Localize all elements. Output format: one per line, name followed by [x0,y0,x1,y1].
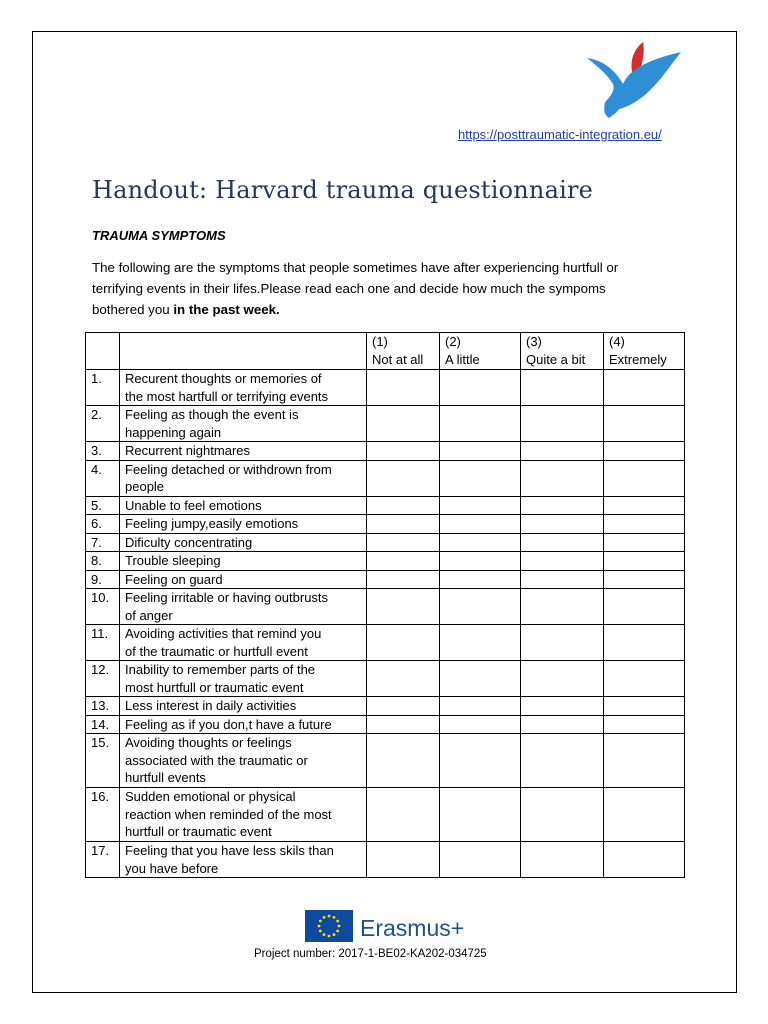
intro-line-text: bothered you [92,302,174,317]
table-row [86,515,685,534]
answer-cell-extremely[interactable] [604,533,685,552]
table-row [86,715,685,734]
answer-cell-extremely[interactable] [604,842,685,878]
answer-cell-extremely[interactable] [604,715,685,734]
symptom-text [120,406,367,442]
symptom-line: associated with the traumatic or [125,752,308,768]
symptom-text [120,533,367,552]
table-row [86,661,685,697]
answer-cell-extremely[interactable] [604,734,685,788]
row-number: 7. [86,533,120,552]
dove-logo-icon [585,40,685,120]
symptom-line: Feeling as if you don,t have a future [125,716,332,732]
row-number: 5. [86,496,120,515]
answer-cell-extremely[interactable] [604,460,685,496]
table-row [86,788,685,842]
symptom-line: Less interest in daily activities [125,698,297,713]
answer-cell-quite-a-bit[interactable] [521,570,604,589]
symptom-text [120,496,367,515]
answer-cell-quite-a-bit[interactable] [521,788,604,842]
row-number: 13. [86,697,120,716]
answer-cell-not-at-all[interactable] [367,370,440,406]
erasmus-brand: Erasmus+ [360,915,465,941]
answer-cell-extremely[interactable] [604,661,685,697]
symptom-text [120,842,367,878]
symptom-text [120,715,367,734]
symptom-line: Feeling that you have less skils than [125,843,334,858]
website-link[interactable]: https://posttraumatic-integration.eu/ [458,127,662,142]
answer-cell-not-at-all[interactable] [367,734,440,788]
column-header-extremely: (4) Extremely [604,333,685,370]
answer-cell-not-at-all[interactable] [367,625,440,661]
project-number: Project number: 2017-1-BE02-KA202-034725 [254,948,487,960]
symptom-line: you have before [125,860,219,876]
column-header-a-little: (2) A little [440,333,521,370]
symptom-line: Sudden emotional or physical [125,789,296,804]
eu-flag-icon [305,910,353,942]
table-row [86,570,685,589]
row-number: 12. [86,661,120,697]
answer-cell-quite-a-bit[interactable] [521,552,604,571]
header-cell-empty [86,333,120,370]
row-number: 2. [86,406,120,442]
symptom-line: of the traumatic or hurtfull event [125,643,308,659]
table-row [86,533,685,552]
symptom-line: Feeling irritable or having outbrusts [125,590,329,605]
symptom-text [120,788,367,842]
symptom-line: of anger [125,607,173,623]
answer-cell-a-little[interactable] [440,515,521,534]
table-row [86,697,685,716]
answer-cell-extremely[interactable] [604,552,685,571]
row-number: 3. [86,442,120,461]
symptom-text [120,515,367,534]
answer-cell-a-little[interactable] [440,533,521,552]
column-header-not-at-all: (1) Not at all [367,333,440,370]
table-row [86,370,685,406]
answer-cell-a-little[interactable] [440,715,521,734]
symptom-line: hurtfull events [125,770,206,785]
answer-cell-quite-a-bit[interactable] [521,496,604,515]
answer-cell-extremely[interactable] [604,570,685,589]
table-row [86,734,685,788]
symptom-line: Feeling jumpy,easily emotions [125,516,299,531]
table-row [86,460,685,496]
answer-cell-quite-a-bit[interactable] [521,406,604,442]
answer-cell-quite-a-bit[interactable] [521,589,604,625]
answer-cell-a-little[interactable] [440,625,521,661]
answer-cell-extremely[interactable] [604,788,685,842]
answer-cell-quite-a-bit[interactable] [521,460,604,496]
row-number: 10. [86,589,120,625]
table-row [86,552,685,571]
answer-cell-not-at-all[interactable] [367,533,440,552]
section-subtitle: TRAUMA SYMPTOMS [92,228,226,243]
answer-cell-extremely[interactable] [604,370,685,406]
row-number: 16. [86,788,120,842]
row-number: 8. [86,552,120,571]
symptom-line: Inability to remember parts of the [125,662,316,677]
table-row [86,406,685,442]
answer-cell-not-at-all[interactable] [367,406,440,442]
intro-emphasis: in the past week. [173,302,280,317]
answer-cell-a-little[interactable] [440,589,521,625]
row-number: 9. [86,570,120,589]
symptom-line: Recurrent nightmares [125,443,250,458]
symptom-line: most hurtfull or traumatic event [125,679,304,695]
answer-cell-a-little[interactable] [440,661,521,697]
answer-cell-not-at-all[interactable] [367,715,440,734]
answer-cell-a-little[interactable] [440,406,521,442]
answer-cell-a-little[interactable] [440,788,521,842]
answer-cell-extremely[interactable] [604,496,685,515]
symptom-line: the most hartfull or terrifying events [125,388,329,404]
answer-cell-a-little[interactable] [440,552,521,571]
answer-cell-not-at-all[interactable] [367,570,440,589]
answer-cell-not-at-all[interactable] [367,515,440,534]
symptom-text [120,625,367,661]
answer-cell-not-at-all[interactable] [367,842,440,878]
answer-cell-quite-a-bit[interactable] [521,533,604,552]
symptom-text [120,442,367,461]
answer-cell-not-at-all[interactable] [367,496,440,515]
answer-cell-a-little[interactable] [440,496,521,515]
symptom-line: Unable to feel emotions [125,497,262,513]
answer-cell-quite-a-bit[interactable] [521,715,604,734]
intro-line [92,299,692,320]
symptom-text [120,570,367,589]
answer-cell-not-at-all[interactable] [367,788,440,842]
symptom-line: people [125,479,165,494]
answer-cell-not-at-all[interactable] [367,589,440,625]
answer-cell-quite-a-bit[interactable] [521,515,604,534]
symptom-text [120,460,367,496]
answer-cell-not-at-all[interactable] [367,661,440,697]
answer-cell-quite-a-bit[interactable] [521,697,604,716]
answer-cell-extremely[interactable] [604,406,685,442]
questionnaire-table [85,332,685,878]
answer-cell-a-little[interactable] [440,460,521,496]
answer-cell-a-little[interactable] [440,842,521,878]
symptom-text [120,697,367,716]
answer-cell-not-at-all[interactable] [367,552,440,571]
symptom-line: Avoiding thoughts or feelings [125,735,292,750]
symptom-text [120,370,367,406]
answer-cell-a-little[interactable] [440,697,521,716]
header-cell-empty [120,333,367,370]
table-header-row [86,333,685,370]
row-number: 11. [86,625,120,661]
symptom-line: Feeling on guard [125,571,223,587]
row-number: 6. [86,515,120,534]
answer-cell-a-little[interactable] [440,734,521,788]
symptom-line: Recurent thoughts or memories of [125,371,322,386]
answer-cell-quite-a-bit[interactable] [521,661,604,697]
symptom-line: Feeling detached or withdrown from [125,461,332,477]
table-row [86,625,685,661]
symptom-text [120,552,367,571]
table-row [86,496,685,515]
table-row [86,842,685,878]
row-number: 17. [86,842,120,878]
row-number: 1. [86,370,120,406]
intro-line: terrifying events in their lifes.Please read each one and decide how much the sympoms [92,281,606,296]
symptom-line: hurtfull or traumatic event [125,824,272,839]
symptom-text [120,589,367,625]
answer-cell-quite-a-bit[interactable] [521,370,604,406]
intro-line: The following are the symptoms that people sometimes have after experiencing hurtfull or [92,260,619,275]
page-title: Handout: Harvard trauma questionnaire [92,176,594,204]
answer-cell-not-at-all[interactable] [367,460,440,496]
symptom-line: Feeling as though the event is [125,407,299,422]
answer-cell-extremely[interactable] [604,442,685,461]
column-header-quite-a-bit: (3) Quite a bit [521,333,604,370]
answer-cell-extremely[interactable] [604,515,685,534]
answer-cell-quite-a-bit[interactable] [521,842,604,878]
row-number: 15. [86,734,120,788]
answer-cell-extremely[interactable] [604,625,685,661]
symptom-line: Avoiding activities that remind you [125,626,322,641]
symptom-text [120,661,367,697]
row-number: 4. [86,460,120,496]
answer-cell-not-at-all[interactable] [367,442,440,461]
symptom-text [120,734,367,788]
row-number: 14. [86,715,120,734]
table-row [86,589,685,625]
symptom-line: happening again [125,424,222,440]
answer-cell-not-at-all[interactable] [367,697,440,716]
answer-cell-quite-a-bit[interactable] [521,625,604,661]
answer-cell-quite-a-bit[interactable] [521,442,604,461]
answer-cell-a-little[interactable] [440,442,521,461]
symptom-line: Trouble sleeping [125,553,221,568]
intro-paragraph [92,257,692,320]
symptom-line: Dificulty concentrating [125,534,253,550]
answer-cell-extremely[interactable] [604,697,685,716]
answer-cell-extremely[interactable] [604,589,685,625]
symptom-line: reaction when reminded of the most [125,806,332,822]
table-row [86,442,685,461]
answer-cell-a-little[interactable] [440,370,521,406]
answer-cell-a-little[interactable] [440,570,521,589]
answer-cell-quite-a-bit[interactable] [521,734,604,788]
